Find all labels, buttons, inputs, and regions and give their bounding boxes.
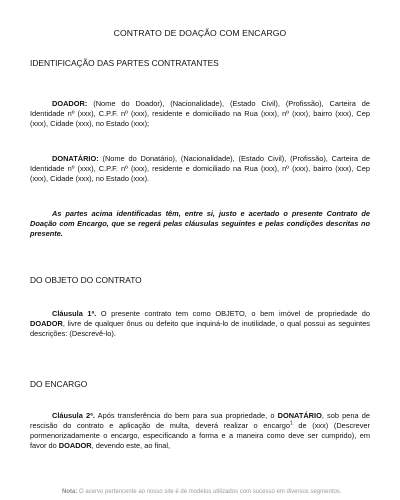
- clause-2-text-a: Após transferência do bem para sua propriedade, o: [94, 411, 278, 420]
- donatario-text: (Nome do Donatário), (Nacionalidade), (Estado Civil), (Profissão), Carteira de Identidade nº (xxx), C.P.F. nº (xxx), residente e domiciliado na Rua (xxx), nº (xxx), bairro (xxx), Cep (xxx), Cidade (xxx), no Estado (xxx).: [30, 154, 370, 183]
- clause-1-text-b: , livre de qualquer ônus ou defeito que inquiná-lo de inutilidade, o qual possui as seguintes descrições: (Descrevê-lo).: [30, 319, 370, 338]
- doador-paragraph: [30, 99, 370, 129]
- clause-1-text-a: O presente contrato tem como OBJETO, o bem imóvel de propriedade do: [96, 309, 370, 318]
- clause-2-label: Cláusula 2ª.: [52, 411, 95, 420]
- clause-1-doador: DOADOR: [30, 319, 63, 328]
- footnote-text: O acervo pertencente ao nosso site é de modelos utilizados com sucesso em diversos segmentos.: [77, 489, 342, 495]
- clause-2-text-b: , sob pena de rescisão do contrato e aplicação de multa, deverá realizar o encargo: [30, 411, 370, 430]
- donatario-paragraph: [30, 154, 370, 184]
- document-title: CONTRATO DE DOAÇÃO COM ENCARGO: [113, 28, 287, 38]
- clause-2-doador: DOADOR: [58, 441, 92, 450]
- section-heading-object: DO OBJETO DO CONTRATO: [30, 275, 142, 285]
- clause-2-paragraph: [30, 411, 370, 451]
- clause-2-text-d: , devendo este, ao final,: [91, 441, 171, 450]
- footnote-marker: 1: [289, 420, 293, 427]
- page-footnote: [62, 488, 392, 496]
- section-heading-encargo: DO ENCARGO: [30, 379, 88, 389]
- agreement-text: As partes acima identificadas têm, entre si, justo e acertado o presente Contrato de Doação com Encargo, que se regerá pelas cláusulas seguintes e pelas condições descritas no presente.: [30, 209, 370, 238]
- clause-2-text-c: de (xxx) (Descrever pormenorizadamente o encargo, especificando a forma e a maneira como deve ser cumprido), em favor do: [30, 421, 370, 450]
- footnote-label: Nota:: [62, 489, 78, 495]
- section-heading-parties: IDENTIFICAÇÃO DAS PARTES CONTRATANTES: [30, 58, 219, 68]
- clause-2-donatario: DONATÁRIO: [277, 411, 322, 420]
- doador-label: DOADOR:: [52, 99, 88, 108]
- clause-1-paragraph: [30, 309, 370, 339]
- donatario-label: DONATÁRIO:: [52, 154, 99, 163]
- doador-text: (Nome do Doador), (Nacionalidade), (Estado Civil), (Profissão), Carteira de Identidade nº (xxx), C.P.F. nº (xxx), residente e domiciliado na Rua (xxx), nº (xxx), bairro (xxx), Cep (xxx), Cidade (xxx), no Estado (xxx);: [30, 99, 370, 128]
- agreement-paragraph: [30, 209, 370, 239]
- clause-1-label: Cláusula 1ª.: [52, 309, 97, 318]
